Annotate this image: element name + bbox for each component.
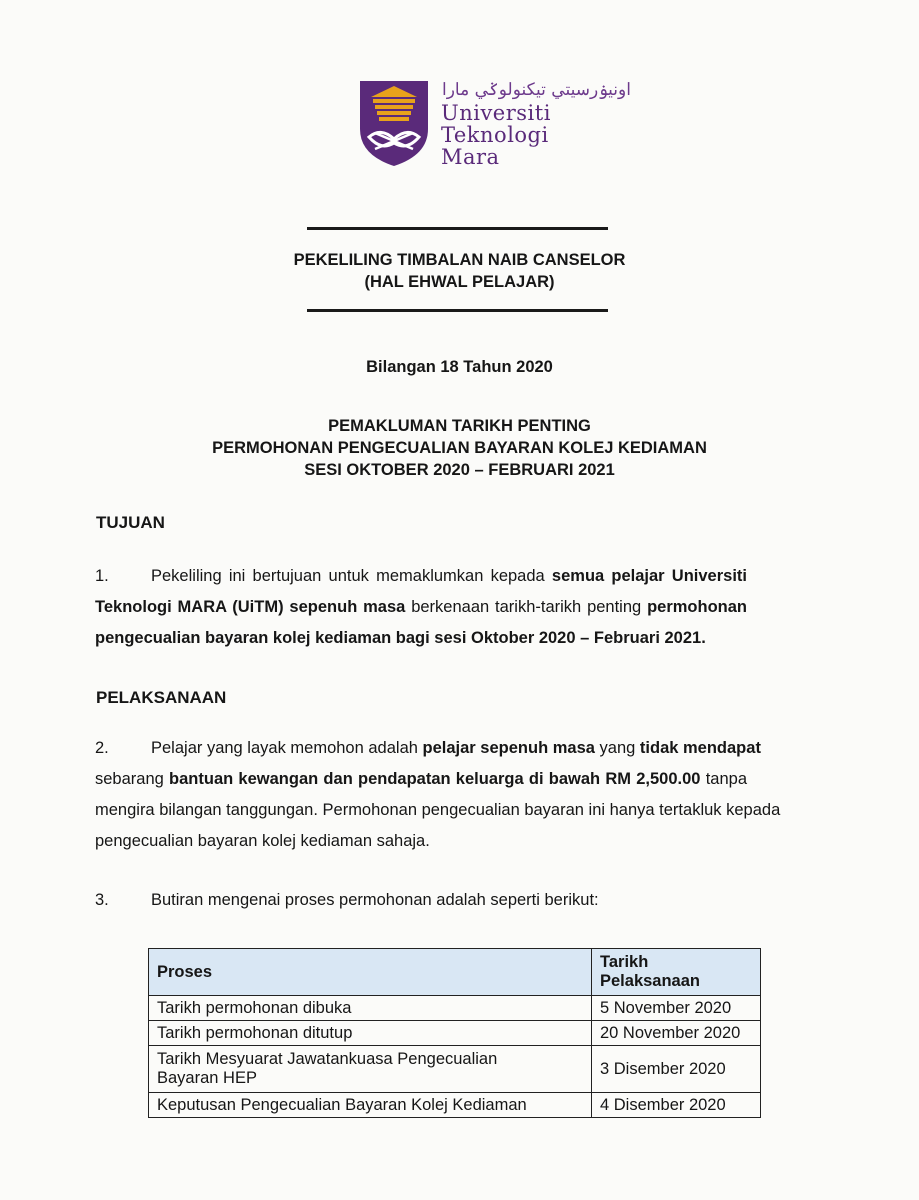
column-header-proses: Proses <box>149 949 592 996</box>
paragraph-2-line-1 <box>95 733 761 764</box>
text-span: berkenaan tarikh-tarikh penting <box>411 598 642 616</box>
process-table <box>148 948 761 1118</box>
section-heading-pelaksanaan: PELAKSANAAN <box>96 688 227 707</box>
logo-text-mara: Mara <box>441 145 500 169</box>
bold-span: pengecualian bayaran kolej kediaman bagi sesi Oktober 2020 – Februari 2021. <box>95 629 706 647</box>
text-span: yang <box>599 739 636 757</box>
cell-text: Bayaran HEP <box>157 1069 257 1087</box>
cell-text: Tarikh Mesyuarat Jawatankuasa Pengecualian <box>157 1050 498 1068</box>
bold-span: Teknologi MARA (UiTM) sepenuh masa <box>95 598 406 616</box>
divider-bottom <box>307 309 608 312</box>
bold-span: semua pelajar Universiti <box>551 567 747 585</box>
paragraph-1-line-1 <box>95 561 747 592</box>
paragraph-number: 2. <box>95 739 109 757</box>
paragraph-2-line-4: pengecualian bayaran kolej kediaman sahaja. <box>95 832 430 850</box>
table-row <box>149 1021 761 1046</box>
paragraph-3 <box>95 885 747 916</box>
header-text: Pelaksanaan <box>600 972 700 990</box>
text-span: Butiran mengenai proses permohonan adalah seperti berikut: <box>151 891 599 909</box>
paragraph-number: 1. <box>95 567 109 585</box>
bold-span: bantuan kewangan dan pendapatan keluarga di bawah RM 2,500.00 <box>169 770 701 788</box>
table-cell-proses: Tarikh permohonan ditutup <box>149 1021 592 1046</box>
section-heading-tujuan: TUJUAN <box>96 513 165 532</box>
header-text: Tarikh <box>600 953 649 971</box>
title-line-2: PERMOHONAN PENGECUALIAN BAYARAN KOLEJ KEDIAMAN <box>212 439 707 457</box>
paragraph-1 <box>95 561 747 654</box>
table-row <box>149 996 761 1021</box>
bold-span: tidak mendapat <box>639 739 761 757</box>
text-span: Pelajar yang layak memohon adalah <box>151 739 418 757</box>
header-line-1: PEKELILING TIMBALAN NAIB CANSELOR <box>293 251 626 269</box>
title-line-3: SESI OKTOBER 2020 – FEBRUARI 2021 <box>304 461 615 479</box>
table-cell-proses: Keputusan Pengecualian Bayaran Kolej Kediaman <box>149 1093 592 1118</box>
text-span: tanpa <box>705 770 747 788</box>
logo-text-teknologi: Teknologi <box>441 123 549 147</box>
table-cell-tarikh: 20 November 2020 <box>592 1021 761 1046</box>
paragraph-2 <box>95 733 781 857</box>
table-header-row <box>149 949 761 996</box>
logo-text-universiti: Universiti <box>441 101 551 125</box>
paragraph-1-line-3 <box>95 623 747 654</box>
table-cell-proses <box>149 1046 592 1093</box>
table-row <box>149 1093 761 1118</box>
uitm-crest-icon <box>357 77 431 167</box>
paragraph-1-line-2 <box>95 592 747 623</box>
paragraph-number: 3. <box>95 891 109 909</box>
column-header-tarikh <box>592 949 761 996</box>
uitm-logo <box>357 77 631 169</box>
bold-span: pelajar sepenuh masa <box>422 739 595 757</box>
logo-jawi-text: اونيۏرسيتي تيكنولوݢي مارا <box>442 80 631 100</box>
paragraph-2-line-3: mengira bilangan tanggungan. Permohonan pengecualian bayaran ini hanya tertakluk kepada <box>95 801 781 819</box>
table-cell-tarikh: 3 Disember 2020 <box>592 1046 761 1093</box>
table-cell-tarikh: 5 November 2020 <box>592 996 761 1021</box>
bilangan: Bilangan 18 Tahun 2020 <box>366 358 553 376</box>
paragraph-3-line-1 <box>95 885 747 916</box>
divider-top <box>307 227 608 230</box>
paragraph-2-line-2 <box>95 764 747 795</box>
bold-span: permohonan <box>647 598 747 616</box>
header-line-2: (HAL EHWAL PELAJAR) <box>364 273 555 291</box>
table-cell-proses: Tarikh permohonan dibuka <box>149 996 592 1021</box>
title-line-1: PEMAKLUMAN TARIKH PENTING <box>328 417 591 435</box>
text-span: sebarang <box>95 770 164 788</box>
table-row <box>149 1046 761 1093</box>
table-cell-tarikh: 4 Disember 2020 <box>592 1093 761 1118</box>
text-span: Pekeliling ini bertujuan untuk memaklumkan kepada <box>151 567 545 585</box>
